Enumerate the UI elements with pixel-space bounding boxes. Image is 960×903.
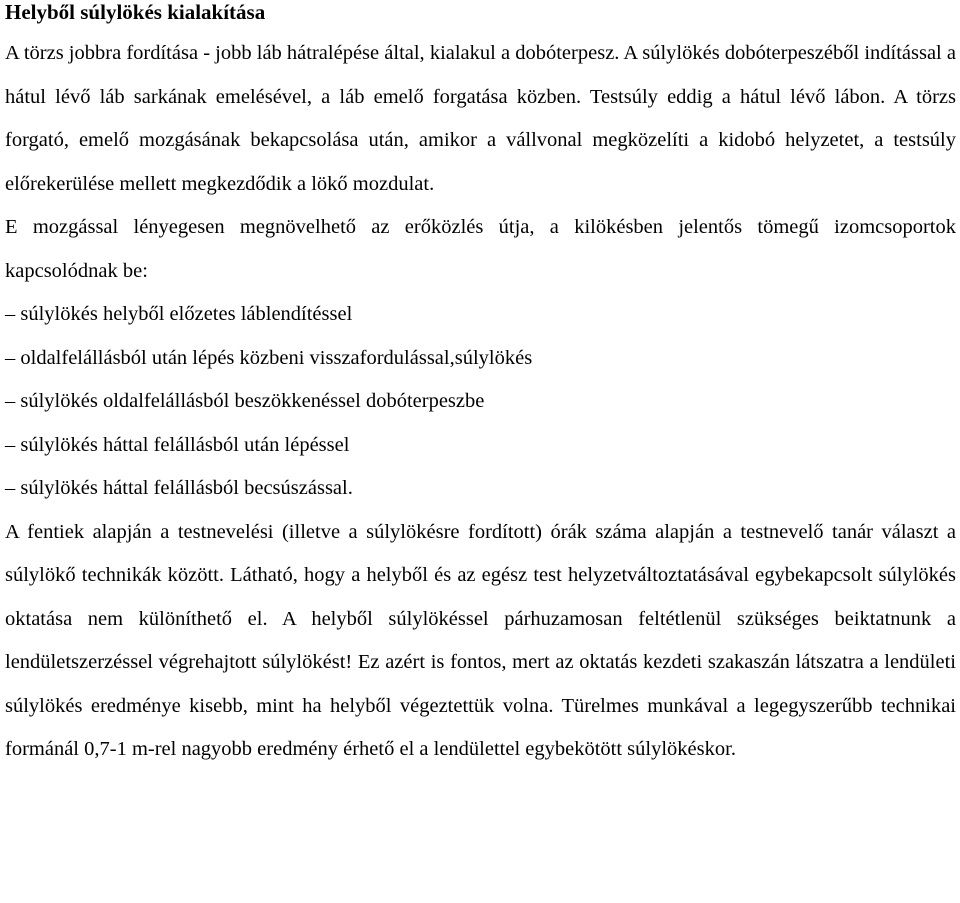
list-item: – súlylökés oldalfelállásból beszökkenéssel dobóterpeszbe	[5, 390, 485, 412]
paragraph-muscle-groups: E mozgással lényegesen megnövelhető az erőközlés útja, a kilökésben jelentős tömegű izomcsoportok kapcsolódnak be:	[5, 216, 956, 282]
list-item: – súlylökés helyből előzetes láblendítéssel	[5, 303, 353, 325]
list-item: – oldalfelállásból után lépés közbeni visszafordulással,súlylökés	[5, 346, 533, 369]
paragraph-conclusion: A fentiek alapján a testnevelési (illetve a súlylökésre fordított) órák száma alapján a testnevelő tanár választ a súlylökő technikák között. Látható, hogy a helyből és az egész test helyzetváltoztatásával egybekapcsolt súlylökés oktatása nem különíthető el. A helyből súlylökéssel párhuzamosan feltétlenül szükséges beiktatnunk a lendületszerzéssel végrehajtott súlylökést! Ez azért is fontos, mert az oktatás kezdeti szakaszán látszatra a lendületi súlylökés eredménye kisebb, mint ha helyből végeztettük volna. Türelmes munkával a legegyszerűbb technikai formánál 0,7-1 m-rel nagyobb eredmény érhető el a lendülettel egybekötött súlylökéskor.	[5, 520, 956, 760]
list-item: – súlylökés háttal felállásból után lépéssel	[5, 433, 350, 456]
document-title: Helyből súlylökés kialakítása	[5, 0, 266, 24]
list-item: – súlylökés háttal felállásból becsúszással.	[5, 477, 353, 499]
document-page	[5, 0, 956, 772]
technique-list	[5, 293, 956, 511]
paragraph-stance: A törzs jobbra fordítása - jobb láb hátralépése által, kialakul a dobóterpesz. A súlylökés dobóterpeszéből indítással a hátul lévő láb sarkának emelésével, a láb emelő forgatása közben. Testsúly eddig a hátul lévő lábon. A törzs forgató, emelő mozgásának bekapcsolása után, amikor a vállvonal megközelíti a kidobó helyzetet, a testsúly előrekerülése mellett megkezdődik a lökő mozdulat.	[5, 42, 956, 195]
